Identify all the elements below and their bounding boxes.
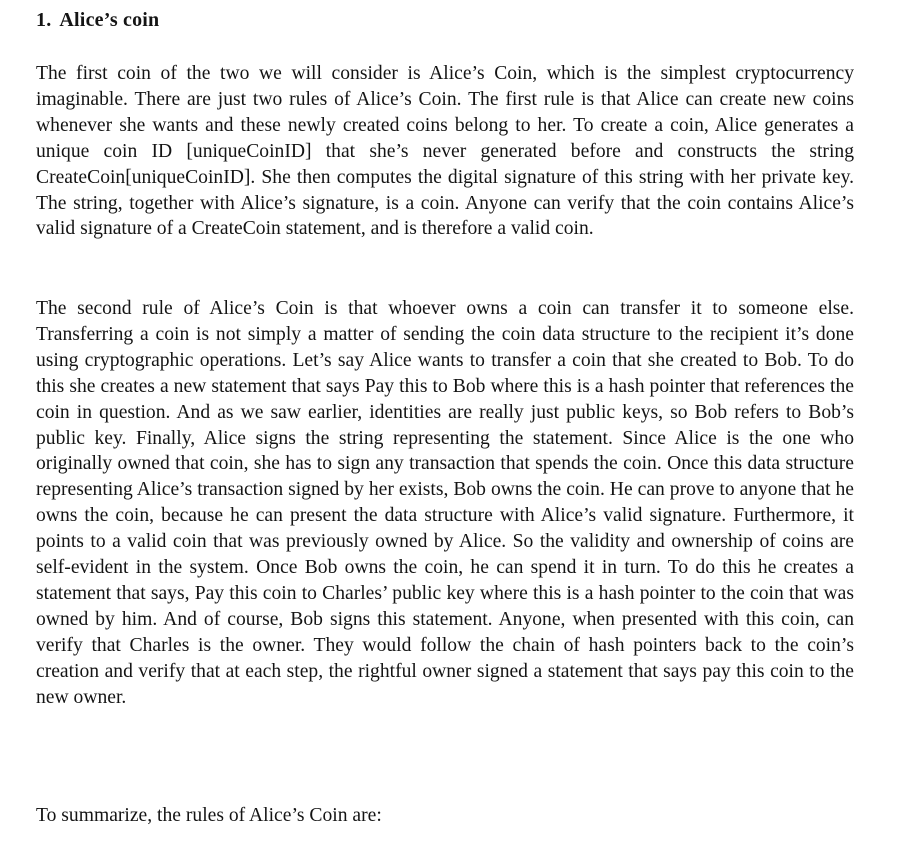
paragraph-alices-coin-intro: The first coin of the two we will consider is Alice’s Coin, which is the simplest cryptocurrency imaginable. There are just two rules of Alice’s Coin. The first rule is that Alice can create new coins whenever she wants and these newly created coins belong to her. To create a coin, Alice generates a unique coin ID [uniqueCoinID] that she’s never generated before and constructs the string CreateCoin[uniqueCoinID]. She then computes the digital signature of this string with her private key. The string, together with Alice’s signature, is a coin. Anyone can verify that the coin contains Alice’s valid signature of a CreateCoin statement, and is therefore a valid coin. bbox=[36, 63, 854, 240]
section-number: 1. bbox=[36, 9, 52, 31]
paragraph-transfer-rule: The second rule of Alice’s Coin is that whoever owns a coin can transfer it to someone else. Transferring a coin is not simply a matter of sending the coin data structure to the recipient it’s done using cryptographic operations. Let’s say Alice wants to transfer a coin that she created to Bob. To do this she creates a new statement that says Pay this to Bob where this is a hash pointer that references the coin in question. And as we saw earlier, identities are really just public keys, so Bob refers to Bob’s public key. Finally, Alice signs the string representing the statement. Since Alice is the one who originally owned that coin, she has to sign any transaction that spends the coin. Once this data structure representing Alice’s transaction signed by her exists, Bob owns the coin. He can prove to anyone that he owns the coin, because he can present the data structure with Alice’s valid signature. Furthermore, it points to a valid coin that was previously owned by Alice. So the validity and ownership of coins are self-evident in the system. Once Bob owns the coin, he can spend it in turn. To do this he creates a statement that says, Pay this coin to Charles’ public key where this is a hash pointer to the coin that was owned by him. And of course, Bob signs this statement. Anyone, when presented with this coin, can verify that Charles is the owner. They would follow the chain of hash pointers back to the coin’s creation and verify that at each step, the rightful owner signed a statement that says pay this coin to the new owner. bbox=[36, 298, 854, 708]
section-heading bbox=[36, 6, 159, 34]
section-title: Alice’s coin bbox=[59, 9, 160, 31]
paragraph-summary-lead: To summarize, the rules of Alice’s Coin are: bbox=[36, 805, 382, 826]
